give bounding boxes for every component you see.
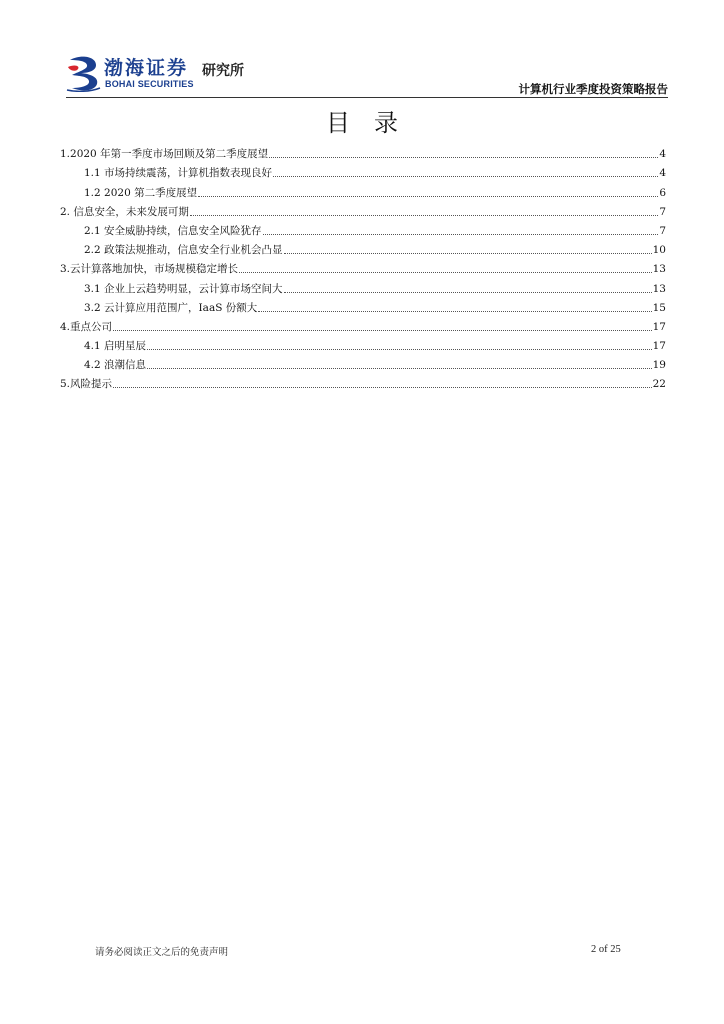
toc-entry-page: 17 [652,320,666,333]
toc-entry-title: 1.2 2020 第二季度展望 [84,186,198,199]
toc-entry[interactable] [60,275,666,294]
report-title: 计算机行业季度投资策略报告 [518,82,668,96]
toc-heading: 目录 [326,109,422,137]
toc-dot-leader [147,348,652,350]
logo-chinese-name: 渤海证券 [104,57,189,79]
toc-entry-page: 7 [659,224,666,237]
toc-entry[interactable] [60,237,666,256]
toc-entry-page: 10 [652,244,666,257]
toc-dot-leader [273,175,658,177]
toc-dot-leader [284,252,652,254]
logo-english-name: BOHAI SECURITIES [105,79,194,89]
logo-department: 研究所 [202,63,244,79]
company-logo [66,50,286,94]
toc-dot-leader [284,291,652,293]
toc-entry-title: 4.重点公司 [60,320,113,333]
toc-dot-leader [113,329,652,331]
toc-entry-title: 4.1 启明星辰 [84,340,147,353]
toc-dot-leader [147,367,652,369]
toc-entry-page: 13 [652,282,666,295]
toc-entry-page: 13 [652,263,666,276]
toc-entry-page: 22 [652,378,666,391]
toc-entry[interactable] [60,256,666,275]
page-header [66,50,668,98]
toc-entry[interactable] [60,179,666,198]
toc-entry-page: 15 [652,301,666,314]
toc-entry[interactable] [60,371,666,390]
toc-dot-leader [258,310,651,312]
toc-entry-page: 4 [659,167,666,180]
table-of-contents [60,141,666,390]
toc-entry-page: 6 [659,186,666,199]
toc-entry-title: 2. 信息安全，未来发展可期 [60,205,189,218]
toc-entry[interactable] [60,333,666,352]
toc-dot-leader [263,233,659,235]
toc-entry-title: 2.2 政策法规推动，信息安全行业机会凸显 [84,244,283,257]
toc-entry-title: 4.2 浪潮信息 [84,359,147,372]
toc-entry-title: 3.2 云计算应用范围广，IaaS 份额大 [84,301,258,314]
toc-entry-title: 3.云计算落地加快，市场规模稳定增长 [60,263,239,276]
toc-dot-leader [239,271,652,273]
toc-dot-leader [113,386,652,388]
toc-entry-title: 2.1 安全威胁持续，信息安全风险犹存 [84,224,262,237]
header-divider [66,97,668,98]
page-number: 2 of 25 [591,944,621,955]
toc-entry-title: 5.风险提示 [60,378,113,391]
toc-entry-page: 17 [652,340,666,353]
disclaimer-note: 请务必阅读正文之后的免责声明 [95,947,229,958]
toc-entry-page: 7 [659,205,666,218]
toc-entry[interactable] [60,352,666,371]
toc-entry-title: 1.2020 年第一季度市场回顾及第二季度展望 [60,148,269,161]
toc-dot-leader [269,156,658,158]
toc-dot-leader [190,214,658,216]
bohai-logo-icon [66,54,102,92]
toc-entry[interactable] [60,141,666,160]
toc-entry[interactable] [60,314,666,333]
toc-entry-title: 1.1 市场持续震荡，计算机指数表现良好 [84,167,273,180]
toc-entry[interactable] [60,199,666,218]
toc-entry-title: 3.1 企业上云趋势明显，云计算市场空间大 [84,282,283,295]
toc-entry[interactable] [60,160,666,179]
toc-entry-page: 4 [659,148,666,161]
toc-entry[interactable] [60,218,666,237]
toc-entry[interactable] [60,295,666,314]
toc-dot-leader [198,195,658,197]
toc-entry-page: 19 [652,359,666,372]
